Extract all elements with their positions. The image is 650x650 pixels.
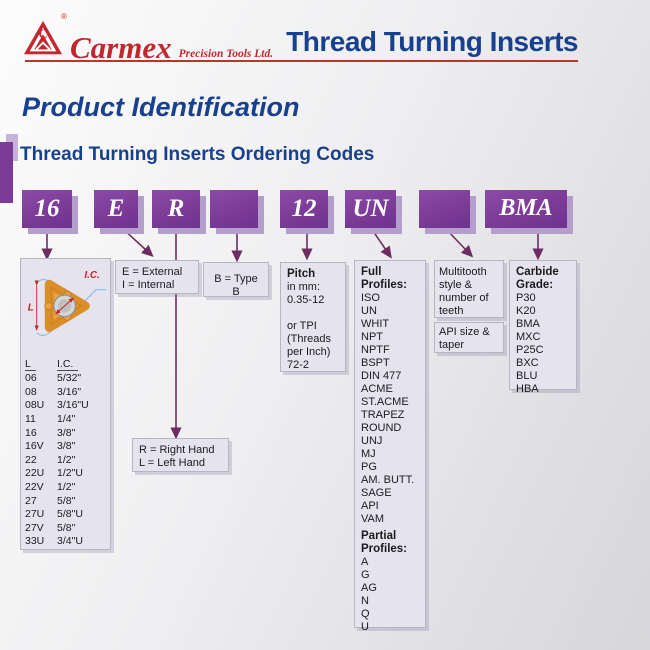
profile-item: DIN 477 <box>361 370 402 382</box>
code-box-multitooth <box>419 190 470 228</box>
profile-item: G <box>361 569 370 581</box>
profile-item: ROUND <box>361 422 402 434</box>
pitch-line <box>287 307 339 320</box>
pitch-line: (Threads per Inch) <box>287 333 332 358</box>
brand-suffix: Precision Tools Ltd. <box>178 48 274 60</box>
size-table-header <box>25 356 106 372</box>
carmex-triangle-icon <box>22 18 64 63</box>
grade-item: P25C <box>516 344 544 356</box>
hand-panel <box>132 438 229 472</box>
svg-text:C: C <box>38 27 48 41</box>
table-row: 06 5/32" <box>25 372 82 385</box>
code-box-external-internal: E <box>94 190 138 228</box>
profile-item: Q <box>361 608 370 620</box>
profile-item: PG <box>361 461 377 473</box>
table-row: 22U 1/2"U <box>25 467 83 480</box>
api-size-panel: API size & taper <box>434 322 504 353</box>
table-row: 27U 5/8"U <box>25 508 83 521</box>
external-internal-panel <box>115 260 199 294</box>
partial-profiles-title: Partial Profiles: <box>361 530 408 555</box>
profile-item: NPTF <box>361 344 390 356</box>
table-row: 27V 5/8" <box>25 521 76 534</box>
profile-item: AG <box>361 582 377 594</box>
grade-list <box>516 292 570 396</box>
type-b-panel: B = Type B <box>203 262 269 297</box>
profile-item: ISO <box>361 292 380 304</box>
profile-item: BSPT <box>361 357 390 369</box>
dim-label-L: L <box>27 302 34 314</box>
pitch-lines <box>287 281 339 372</box>
full-profiles-list <box>361 292 419 526</box>
size-table <box>25 356 106 549</box>
table-row: 16V 3/8" <box>25 440 76 453</box>
grade-title: Carbide Grade: <box>516 266 559 291</box>
pitch-panel <box>280 262 346 372</box>
grade-item: BMA <box>516 318 540 330</box>
pitch-line: 0.35-12 <box>287 294 325 306</box>
code-box-type <box>210 190 258 228</box>
profile-item: MJ <box>361 448 376 460</box>
grade-item: BXC <box>516 357 539 369</box>
profile-item: WHIT <box>361 318 390 330</box>
left-hand-line: L = Left Hand <box>139 457 205 469</box>
col-header-IC: I.C. <box>57 358 78 371</box>
profile-item: API <box>361 500 379 512</box>
profile-item: ACME <box>361 383 393 395</box>
pitch-line: in mm: <box>287 281 320 293</box>
grade-item: HBA <box>516 383 539 395</box>
dim-label-IC: I.C. <box>84 270 100 281</box>
partial-profiles-list <box>361 556 419 634</box>
profile-item: UN <box>361 305 377 317</box>
code-box-pitch: 12 <box>280 190 328 228</box>
table-row: 27 5/8" <box>25 494 76 507</box>
table-row: 11 1/4" <box>25 413 76 426</box>
profile-item: NPT <box>361 331 383 343</box>
code-box-grade: BMA <box>485 190 567 228</box>
pitch-line: or TPI <box>287 320 317 332</box>
code-box-size: 16 <box>22 190 72 228</box>
code-box-hand: R <box>152 190 200 228</box>
section-title: Product Identification <box>22 92 300 122</box>
grade-item: K20 <box>516 305 536 317</box>
code-box-profile: UN <box>345 190 396 228</box>
profile-item: A <box>361 556 369 568</box>
profile-item: N <box>361 595 369 607</box>
pitch-line: 72-2 <box>287 359 310 371</box>
section-subtitle: Thread Turning Inserts Ordering Codes <box>20 144 375 165</box>
profiles-panel <box>354 260 426 633</box>
profile-item: TRAPEZ <box>361 409 405 421</box>
accent-bar <box>0 142 13 203</box>
profile-item: AM. BUTT. <box>361 474 415 486</box>
right-hand-line: R = Right Hand <box>139 444 215 456</box>
size-table-body <box>25 372 106 549</box>
profile-item: UNJ <box>361 435 383 447</box>
multitooth-panel: Multitooth style & number of teeth <box>434 260 504 318</box>
table-row: 08U 3/16"U <box>25 399 89 412</box>
pitch-title: Pitch <box>287 268 316 280</box>
profile-item: SAGE <box>361 487 392 499</box>
full-profiles-title: Full Profiles: <box>361 266 408 291</box>
grade-item: BLU <box>516 370 538 382</box>
internal-line: I = Internal <box>122 279 175 291</box>
carbide-grade-panel <box>509 260 577 395</box>
profile-item: U <box>361 621 369 633</box>
profile-item: ST.ACME <box>361 396 409 408</box>
grade-item: MXC <box>516 331 541 343</box>
table-row: 16 3/8" <box>25 426 76 439</box>
grade-item: P30 <box>516 292 536 304</box>
table-row: 22V 1/2" <box>25 481 76 494</box>
brand-logo <box>22 18 273 63</box>
page-title: Thread Turning Inserts <box>286 26 578 57</box>
insert-drawing-icon <box>25 262 106 348</box>
table-row: 22 1/2" <box>25 453 76 466</box>
col-header-L: L <box>25 358 36 371</box>
insert-size-panel <box>20 258 111 550</box>
table-row: 33U 3/4"U <box>25 535 83 548</box>
profile-item: VAM <box>361 513 385 525</box>
table-row: 08 3/16" <box>25 385 82 398</box>
brand-name: Carmex <box>70 30 172 65</box>
registered-trademark-icon: ® <box>61 12 67 21</box>
external-line: E = External <box>122 266 183 278</box>
